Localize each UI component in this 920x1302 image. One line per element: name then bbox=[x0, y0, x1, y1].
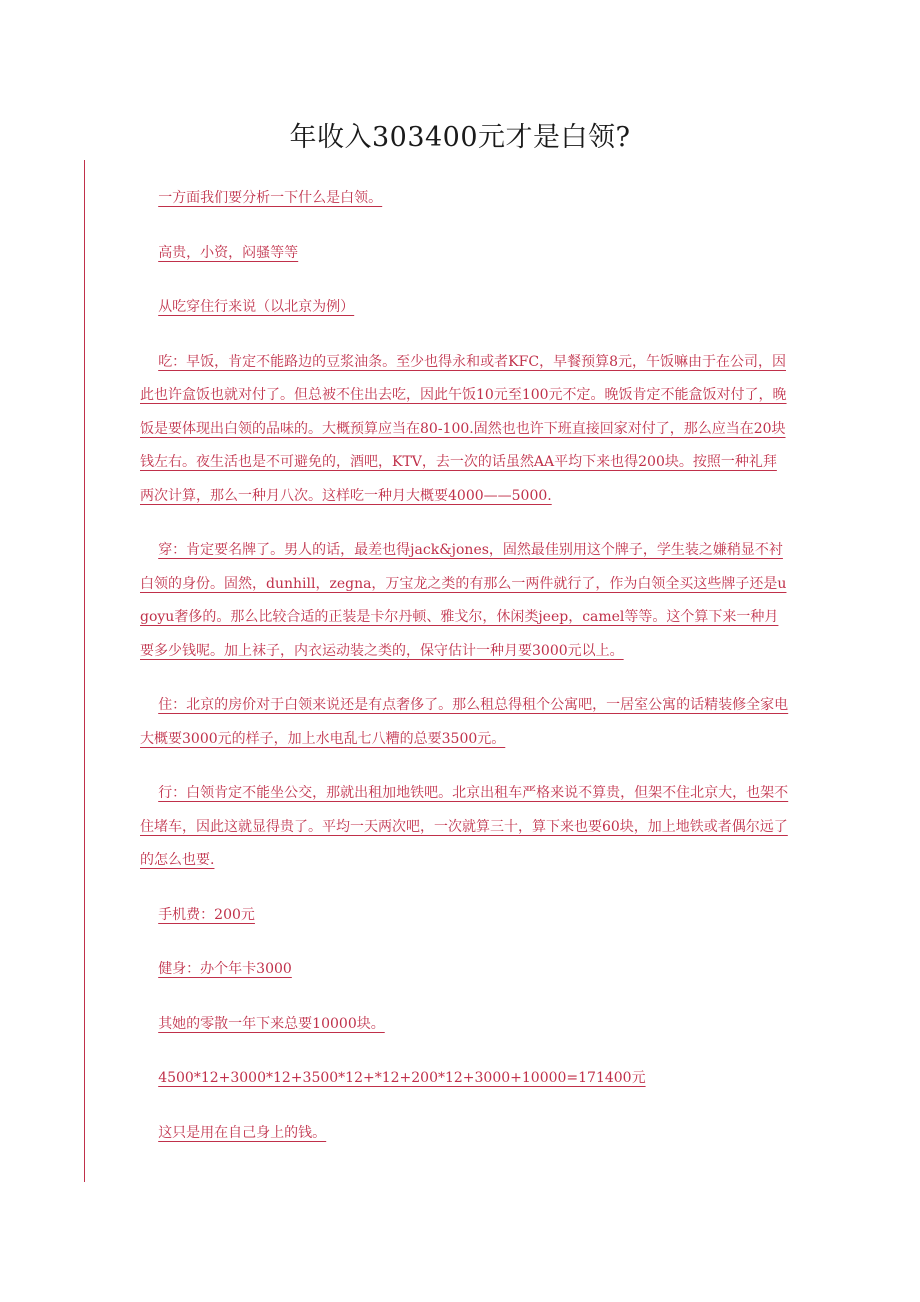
paragraph-traits: 高贵，小资，闷骚等等 bbox=[158, 244, 299, 261]
paragraph-housing: 住：北京的房价对于白领来说还是有点奢侈了。那么租总得租个公寓吧，一居室公寓的话精装修全家电大概要3000元的样子，加上水电乱七八糟的总要3500元。 bbox=[140, 697, 789, 747]
paragraph-formula: 4500*12+3000*12+3500*12+*12+200*12+3000+10000=171400元 bbox=[158, 1070, 646, 1086]
paragraph-transport: 行：白领肯定不能坐公交，那就出租加地铁吧。北京出租车严格来说不算贵，但架不住北京大，也架不住堵车，因此这就显得贵了。平均一天两次吧，一次就算三十，算下来也要60块，加上地铁或者偶尔远了的怎么也要. bbox=[140, 785, 789, 868]
revision-bar bbox=[84, 160, 85, 1182]
paragraph-phone: 手机费：200元 bbox=[158, 906, 255, 923]
paragraph-fitness: 健身：办个年卡3000 bbox=[158, 961, 292, 977]
paragraph-conclusion: 这只是用在自己身上的钱。 bbox=[158, 1124, 327, 1141]
paragraph-what-is-white-collar: 一方面我们要分析一下什么是白领。 bbox=[158, 190, 383, 206]
paragraph-misc: 其她的零散一年下来总要10000块。 bbox=[158, 1015, 385, 1032]
document-body bbox=[140, 182, 790, 1150]
paragraph-food: 吃：早饭，肯定不能路边的豆浆油条。至少也得永和或者KFC，早餐预算8元，午饭嘛由于在公司，因此也许盒饭也就对付了。但总被不住出去吃，因此午饭10元至100元不定。晚饭肯定不能盒饭对付了，晚饭是要体现出白领的品味的。大概预算应当在80-100.固然也也许下班直接回家对付了，那么应当在20块钱左右。夜生活也是不可避免的，酒吧，KTV，去一次的话虽然AA平均下来也得200块。按照一种礼拜两次计算，那么一种月八次。这样吃一种月大概要4000——5000. bbox=[140, 353, 787, 504]
paragraph-intro-categories: 从吃穿住行来说（以北京为例） bbox=[158, 299, 355, 315]
document-title: 年收入303400元才是白领? bbox=[289, 122, 631, 153]
paragraph-clothing: 穿：肯定要名牌了。男人的话，最差也得jack&jones，固然最佳别用这个牌子，学生装之嫌稍显不衬白领的身份。固然，dunhill，zegna，万宝龙之类的有那么一两件就行了，作为白领全买这些牌子还是ugoyu奢侈的。那么比较合适的正装是卡尔丹顿、雅戈尔，休闲类jeep，camel等等。这个算下来一种月要多少钱呢。加上袜子，内衣运动装之类的，保守估计一种月要3000元以上。 bbox=[140, 542, 787, 659]
